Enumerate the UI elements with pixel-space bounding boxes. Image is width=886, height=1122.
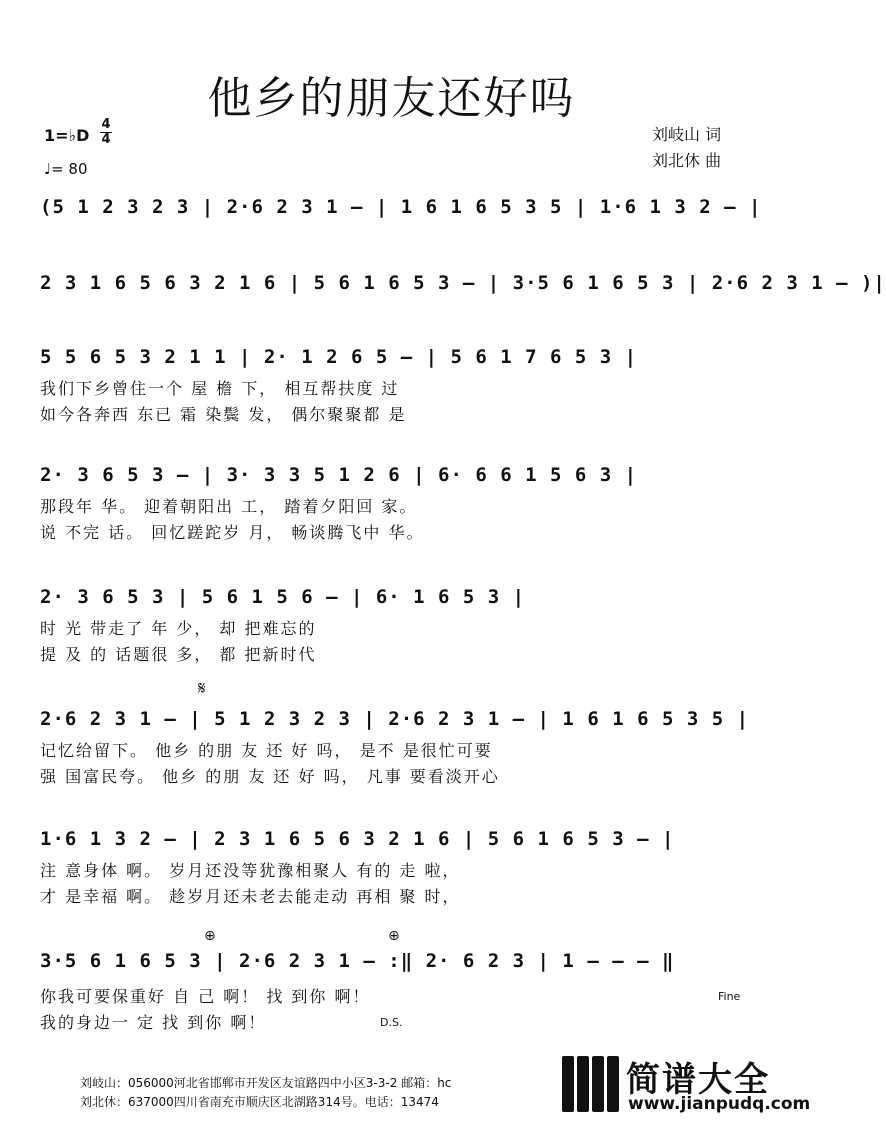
lyrics-verse-2: 才 是幸福 啊。 趁岁月还未老去能走动 再相 聚 时， bbox=[40, 887, 461, 906]
tempo-value: = 80 bbox=[51, 160, 88, 178]
fine-marking: Fine bbox=[718, 990, 741, 1003]
lyrics-verse-2: 提 及 的 话题很 多， 都 把新时代 bbox=[40, 645, 317, 664]
time-signature-top: 4 bbox=[101, 117, 111, 132]
segno-icon: 𝄋 bbox=[198, 678, 206, 699]
score-row-notes: 2· 3 6 5 3 – | 3· 3 3 5 1 2 6 | 6· 6 6 1 5 6 3 | bbox=[40, 464, 638, 486]
score-row-notes: 2·6 2 3 1 – | 5 1 2 3 2 3 | 2·6 2 3 1 – | 1 6 1 6 5 3 5 | bbox=[40, 708, 750, 730]
footer-composer-contact: 刘北休：637000四川省南充市顺庆区北湖路314号。电话：13474 bbox=[80, 1095, 439, 1109]
coda-icon: ⊕ bbox=[204, 928, 216, 944]
lyrics-verse-1: 我们下乡曾住一个 屋 檐 下， 相互帮扶度 过 bbox=[40, 379, 400, 398]
logo-url: www.jianpudq.com bbox=[628, 1094, 811, 1114]
score-row-notes: 2 3 1 6 5 6 3 2 1 6 | 5 6 1 6 5 3 – | 3·5 6 1 6 5 3 | 2·6 2 3 1 – )| bbox=[40, 272, 886, 294]
time-signature bbox=[100, 118, 112, 147]
lyrics-verse-1: 注 意身体 啊。 岁月还没等犹豫相聚人 有的 走 啦， bbox=[40, 861, 461, 880]
score-row-notes: 1·6 1 3 2 – | 2 3 1 6 5 6 3 2 1 6 | 5 6 1 6 5 3 – | bbox=[40, 828, 675, 850]
song-title: 他乡的朋友还好吗 bbox=[207, 73, 576, 124]
lyrics-verse-2: 强 国富民夸。 他乡 的朋 友 还 好 吗， 凡事 要看淡开心 bbox=[40, 767, 500, 786]
footer-lyricist-contact: 刘岐山：056000河北省邯郸市开发区友谊路四中小区3-3-2 邮箱：hc bbox=[80, 1076, 452, 1090]
score-row-notes: 2· 3 6 5 3 | 5 6 1 5 6 – | 6· 1 6 5 3 | bbox=[40, 586, 526, 608]
composer-credit: 刘北休 曲 bbox=[652, 151, 722, 170]
ds-marking: D.S. bbox=[380, 1016, 403, 1029]
score-row-notes: 5 5 6 5 3 2 1 1 | 2· 1 2 6 5 – | 5 6 1 7 6 5 3 | bbox=[40, 346, 638, 368]
score-row-notes: (5 1 2 3 2 3 | 2·6 2 3 1 – | 1 6 1 6 5 3 5 | 1·6 1 3 2 – | bbox=[40, 196, 762, 218]
logo-title: 简谱大全 bbox=[626, 1060, 770, 1100]
score-row-notes: 3·5 6 1 6 5 3 | 2·6 2 3 1 – :‖ 2· 6 2 3 | 1 – – – ‖ bbox=[40, 950, 675, 972]
site-logo bbox=[560, 1052, 811, 1118]
piano-keys-icon bbox=[560, 1052, 622, 1116]
coda-icon: ⊕ bbox=[388, 928, 400, 944]
tempo-marking bbox=[44, 160, 88, 178]
lyrics-verse-1: 那段年 华。 迎着朝阳出 工， 踏着夕阳回 家。 bbox=[40, 497, 418, 516]
lyrics-verse-2: 说 不完 话。 回忆蹉跎岁 月， 畅谈腾飞中 华。 bbox=[40, 523, 425, 542]
lyrics-verse-1: 时 光 带走了 年 少， 却 把难忘的 bbox=[40, 619, 317, 638]
lyricist-credit: 刘岐山 词 bbox=[652, 125, 722, 144]
lyrics-verse-2: 我的身边一 定 找 到你 啊！ bbox=[40, 1013, 267, 1032]
lyrics-verse-2: 如今各奔西 东已 霜 染鬓 发， 偶尔聚聚都 是 bbox=[40, 405, 407, 424]
key-signature: 1=♭D bbox=[44, 126, 90, 145]
lyrics-verse-1: 记忆给留下。 他乡 的朋 友 还 好 吗， 是不 是很忙可要 bbox=[40, 741, 493, 760]
quarter-note-icon: ♩ bbox=[44, 160, 52, 178]
lyrics-verse-1: 你我可要保重好 自 己 啊！ 找 到你 啊！ bbox=[40, 987, 371, 1006]
time-signature-bottom: 4 bbox=[101, 132, 111, 147]
